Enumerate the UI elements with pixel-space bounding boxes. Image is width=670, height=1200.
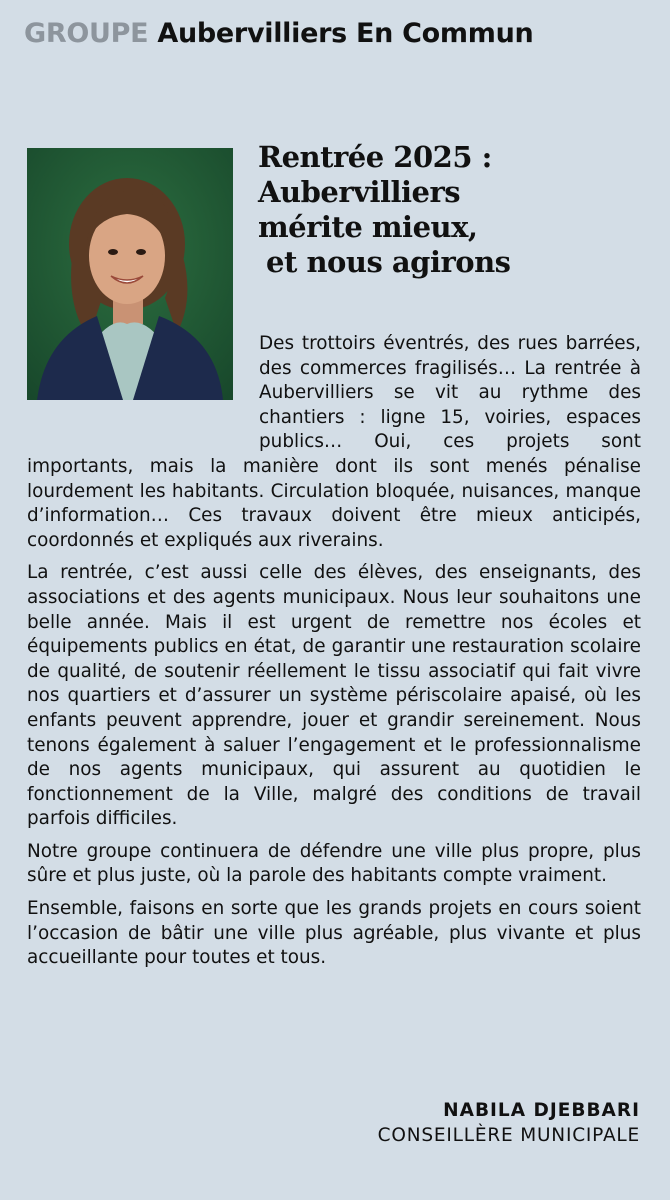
body-paragraph: Ensemble, faisons en sorte que les grands projets en cours soient l’occasion de bâtir une ville plus agréable, plus vivante et plus accueillante pour toutes et tous. xyxy=(27,898,641,969)
title-line: Aubervilliers xyxy=(258,175,461,209)
group-header-name: Aubervilliers En Commun xyxy=(157,18,534,49)
photo-wrap-spacer xyxy=(27,332,259,444)
body-paragraph: Notre groupe continuera de défendre une ville plus propre, plus sûre et plus juste, où la parole des habitants compte vraiment. xyxy=(27,840,641,887)
title-line: Rentrée 2025 : xyxy=(258,140,492,174)
body-paragraph: Des trottoirs éventrés, des rues barrées, des commerces fragilisés… La rentrée à Aubervilliers se vit au rythme des chantiers : ligne 15, voiries, espaces publics… Oui, ces projets sont importants, mais la manière dont ils sont menés pénalise lourdement les habitants. Circulation bloquée, nuisances, manque d’information… Ces travaux doivent être mieux anticipés, coordonnés et expliqués aux riverains. xyxy=(27,333,641,551)
title-line: et nous agirons xyxy=(266,245,511,279)
group-header xyxy=(24,18,533,49)
group-header-prefix: GROUPE xyxy=(24,18,149,49)
title-line: mérite mieux, xyxy=(258,210,478,244)
body-paragraph: La rentrée, c’est aussi celle des élèves, des enseignants, des associations et des agents municipaux. Nous leur souhaitons une belle année. Mais il est urgent de remettre nos écoles et équipements publics en état, de garantir une restauration scolaire de qualité, de soutenir réellement le tissu associatif qui fait vivre nos quartiers et d’assurer un système périscolaire apaisé, où les enfants peuvent apprendre, jouer et grandir sereinement. Nous tenons également à saluer l’engagement et le professionnalisme de nos agents municipaux, qui assurent au quotidien le fonctionnement de la Ville, malgré des conditions de travail parfois difficiles. xyxy=(27,562,641,830)
article-title xyxy=(258,140,658,280)
article-body xyxy=(27,332,641,979)
signature-role: CONSEILLÈRE MUNICIPALE xyxy=(377,1125,640,1146)
signature-name: NABILA DJEBBARI xyxy=(443,1100,640,1121)
signature xyxy=(378,1098,640,1148)
